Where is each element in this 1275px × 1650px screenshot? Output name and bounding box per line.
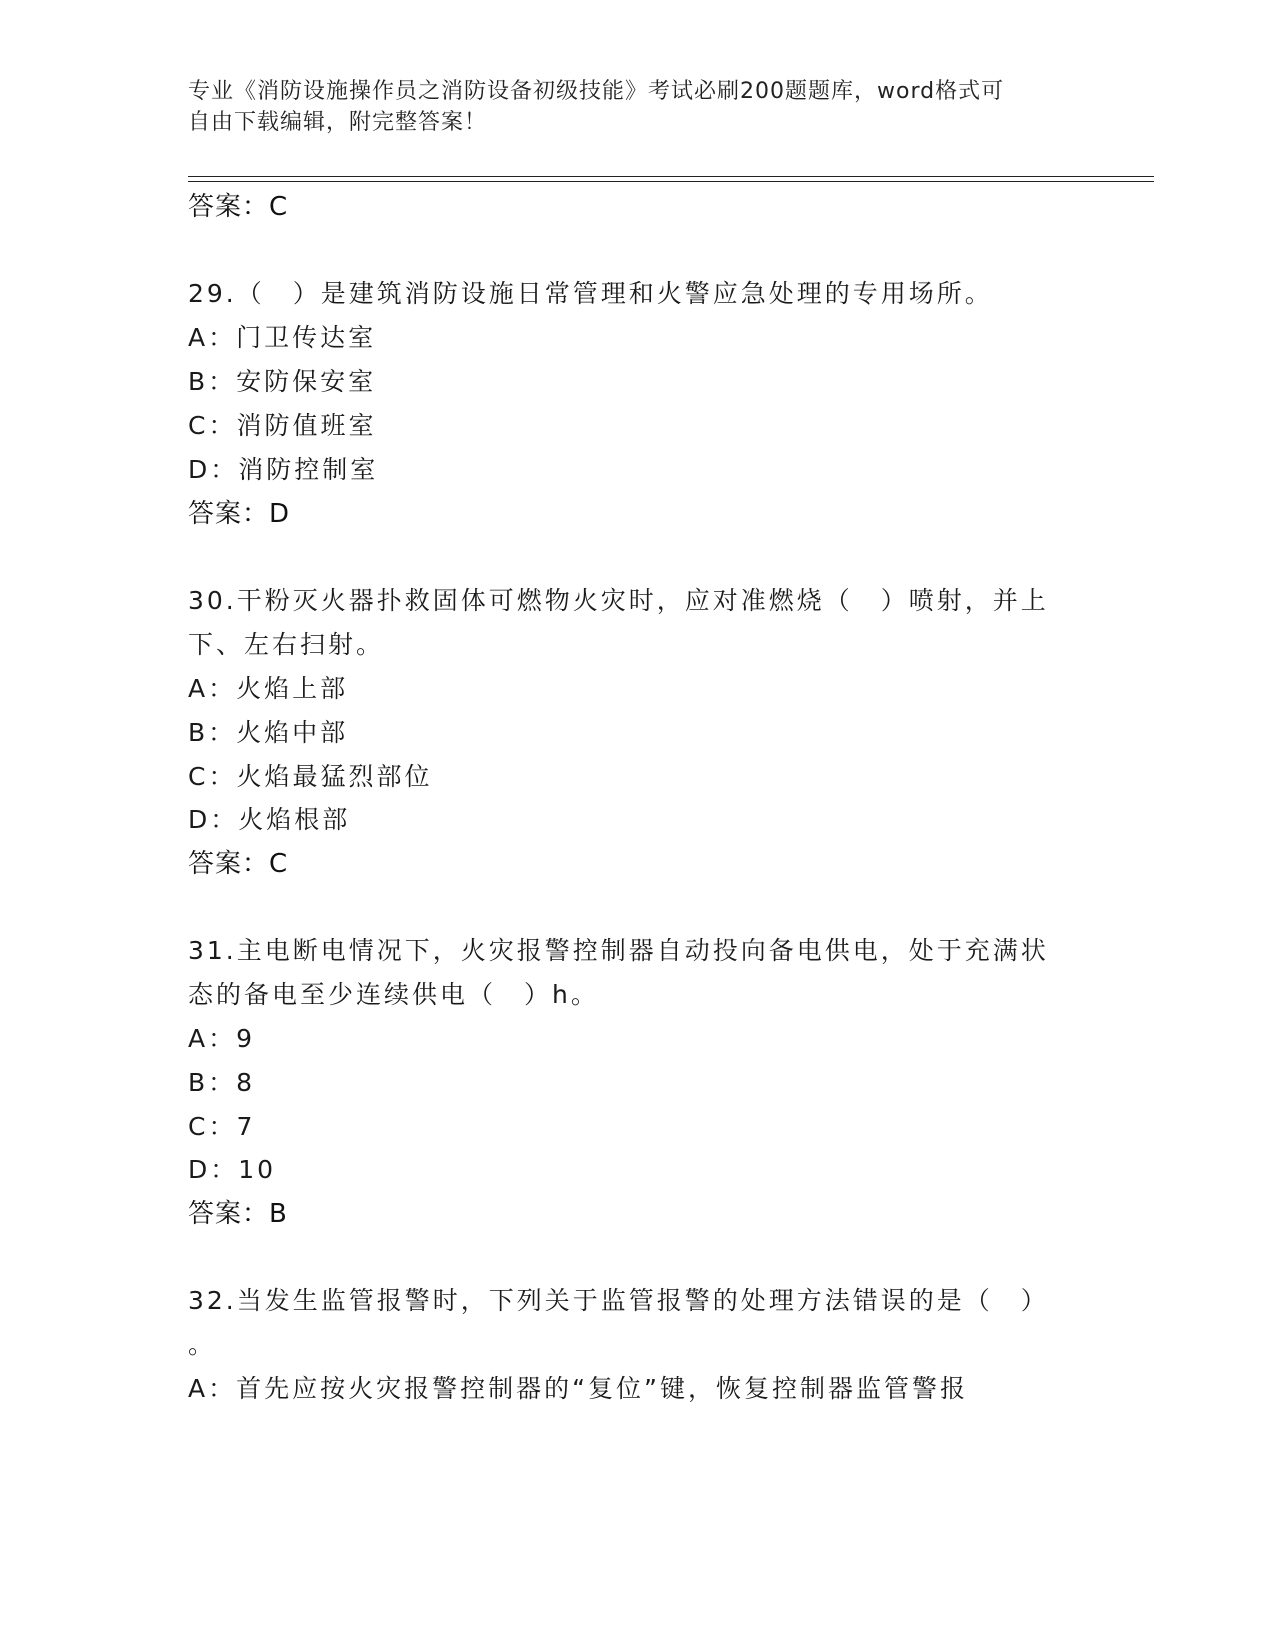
answer-line: 答案：D [188,499,291,529]
option-a: A：9 [188,1024,256,1053]
question-stem: 32.当发生监管报警时，下列关于监管报警的处理方法错误的是（ ） [188,1286,1049,1315]
option-c: C：7 [188,1112,256,1141]
option-a: A：火焰上部 [188,674,349,703]
answer-line: 答案：C [188,192,289,222]
option-d: D：10 [188,1155,277,1184]
option-a: A：首先应按火灾报警控制器的“复位”键，恢复控制器监管警报 [188,1374,969,1403]
option-b: B：安防保安室 [188,367,377,396]
option-d: D：火焰根部 [188,805,351,834]
answer-line: 答案：B [188,1199,288,1229]
question-stem-continued: 态的备电至少连续供电（ ）h。 [188,980,599,1009]
question-stem-continued: 下、左右扫射。 [188,630,385,659]
question-stem: 31.主电断电情况下，火灾报警控制器自动投向备电供电，处于充满状 [188,936,1049,965]
header-rule-bottom [188,181,1154,182]
question-stem-continued: 。 [188,1330,217,1359]
header-rule-top [188,176,1154,177]
header-line-1: 专业《消防设施操作员之消防设备初级技能》考试必刷200题题库，word格式可 [188,79,1005,104]
option-c: C：消防值班室 [188,411,377,440]
option-c: C：火焰最猛烈部位 [188,762,433,791]
option-b: B：8 [188,1068,256,1097]
option-d: D：消防控制室 [188,455,379,484]
option-a: A：门卫传达室 [188,323,377,352]
header-line-2: 自由下载编辑，附完整答案！ [188,110,488,135]
question-stem: 30.干粉灭火器扑救固体可燃物火灾时，应对准燃烧（ ）喷射，并上 [188,586,1049,615]
document-header [188,76,1068,138]
answer-line: 答案：C [188,849,289,879]
option-b: B：火焰中部 [188,718,349,747]
question-stem: 29.（ ）是建筑消防设施日常管理和火警应急处理的专用场所。 [188,279,993,308]
